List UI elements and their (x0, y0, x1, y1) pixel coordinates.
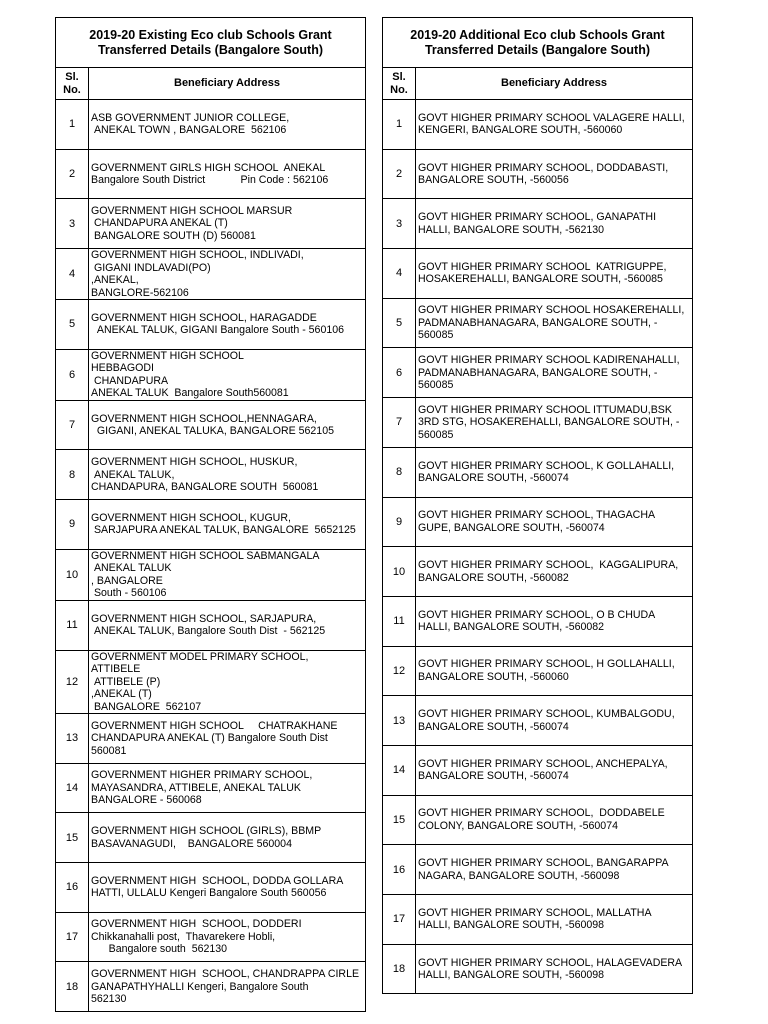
beneficiary-address-cell: GOVERNMENT MODEL PRIMARY SCHOOL, ATTIBELE ATTIBELE (P) ,ANEKAL (T) BANGALORE 562107 (89, 650, 366, 714)
beneficiary-address-cell: GOVT HIGHER PRIMARY SCHOOL, MALLATHA HALLI, BANGALORE SOUTH, -560098 (416, 895, 693, 945)
table-row (56, 962, 366, 1012)
beneficiary-address-cell: GOVERNMENT HIGH SCHOOL,HENNAGARA, GIGANI, ANEKAL TALUKA, BANGALORE 562105 (89, 400, 366, 450)
existing-schools-body (56, 18, 366, 1012)
table-row (56, 249, 366, 300)
table-row (56, 863, 366, 913)
beneficiary-address-cell: GOVT HIGHER PRIMARY SCHOOL, ANCHEPALYA, BANGALORE SOUTH, -560074 (416, 745, 693, 795)
serial-number-cell: 15 (383, 795, 416, 845)
table-row (383, 845, 693, 895)
beneficiary-address-cell: GOVERNMENT HIGH SCHOOL, CHANDRAPPA CIRLE GANAPATHYHALLI Kengeri, Bangalore South 562130 (89, 962, 366, 1012)
beneficiary-address-cell: GOVERNMENT HIGH SCHOOL (GIRLS), BBMP BASAVANAGUDI, BANGALORE 560004 (89, 813, 366, 863)
serial-number-cell: 8 (383, 447, 416, 497)
serial-number-header: Sl. No. (383, 68, 416, 100)
beneficiary-address-cell: GOVT HIGHER PRIMARY SCHOOL HOSAKEREHALLI, PADMANABHANAGARA, BANGALORE SOUTH, - 560085 (416, 298, 693, 348)
serial-number-cell: 6 (383, 348, 416, 398)
table-row (383, 596, 693, 646)
serial-number-cell: 14 (383, 745, 416, 795)
additional-schools-table (382, 17, 693, 994)
beneficiary-address-header: Beneficiary Address (89, 68, 366, 100)
table-row (56, 500, 366, 550)
additional-schools-body (383, 18, 693, 994)
table-row (383, 547, 693, 597)
beneficiary-address-cell: GOVT HIGHER PRIMARY SCHOOL, O B CHUDA HALLI, BANGALORE SOUTH, -560082 (416, 596, 693, 646)
beneficiary-address-cell: GOVT HIGHER PRIMARY SCHOOL, DODDABASTI, BANGALORE SOUTH, -560056 (416, 149, 693, 199)
serial-number-cell: 9 (56, 500, 89, 550)
serial-number-cell: 1 (56, 100, 89, 150)
beneficiary-address-cell: GOVERNMENT HIGH SCHOOL, DODDA GOLLARA HATTI, ULLALU Kengeri Bangalore South 560056 (89, 863, 366, 913)
table-row (56, 600, 366, 650)
table-row (56, 650, 366, 714)
serial-number-cell: 2 (56, 149, 89, 199)
serial-number-cell: 7 (383, 398, 416, 448)
table-row (383, 696, 693, 746)
table-row (56, 149, 366, 199)
table-row (383, 298, 693, 348)
serial-number-cell: 12 (383, 646, 416, 696)
serial-number-cell: 7 (56, 400, 89, 450)
table-row (383, 100, 693, 150)
beneficiary-address-cell: GOVERNMENT HIGH SCHOOL, KUGUR, SARJAPURA ANEKAL TALUK, BANGALORE 5652125 (89, 500, 366, 550)
table-row (56, 400, 366, 450)
beneficiary-address-cell: GOVERNMENT HIGH SCHOOL, HARAGADDE ANEKAL TALUK, GIGANI Bangalore South - 560106 (89, 300, 366, 350)
serial-number-cell: 2 (383, 149, 416, 199)
table-row (56, 813, 366, 863)
existing-schools-table (55, 17, 366, 1012)
beneficiary-address-cell: GOVERNMENT HIGH SCHOOL CHATRAKHANE CHANDAPURA ANEKAL (T) Bangalore South Dist 560081 (89, 714, 366, 764)
table-row (56, 199, 366, 249)
serial-number-cell: 11 (383, 596, 416, 646)
table-row (383, 895, 693, 945)
beneficiary-address-cell: GOVT HIGHER PRIMARY SCHOOL, BANGARAPPA NAGARA, BANGALORE SOUTH, -560098 (416, 845, 693, 895)
beneficiary-address-cell: GOVT HIGHER PRIMARY SCHOOL ITTUMADU,BSK 3RD STG, HOSAKEREHALLI, BANGALORE SOUTH, - 560085 (416, 398, 693, 448)
serial-number-cell: 13 (56, 714, 89, 764)
serial-number-cell: 17 (383, 895, 416, 945)
table-row (383, 646, 693, 696)
table-row (56, 763, 366, 813)
beneficiary-address-cell: ASB GOVERNMENT JUNIOR COLLEGE, ANEKAL TOWN , BANGALORE 562106 (89, 100, 366, 150)
serial-number-cell: 5 (56, 300, 89, 350)
serial-number-cell: 18 (56, 962, 89, 1012)
serial-number-cell: 9 (383, 497, 416, 547)
serial-number-cell: 4 (383, 249, 416, 299)
serial-number-cell: 3 (56, 199, 89, 249)
table-title: 2019-20 Existing Eco club Schools Grant Transferred Details (Bangalore South) (56, 18, 366, 68)
table-row (383, 348, 693, 398)
table-row (56, 450, 366, 500)
serial-number-cell: 5 (383, 298, 416, 348)
table-row (383, 199, 693, 249)
serial-number-cell: 12 (56, 650, 89, 714)
serial-number-cell: 15 (56, 813, 89, 863)
serial-number-cell: 16 (56, 863, 89, 913)
beneficiary-address-cell: GOVT HIGHER PRIMARY SCHOOL KATRIGUPPE, HOSAKEREHALLI, BANGALORE SOUTH, -560085 (416, 249, 693, 299)
beneficiary-address-cell: GOVERNMENT HIGH SCHOOL, DODDERI Chikkanahalli post, Thavarekere Hobli, Bangalore south 562130 (89, 912, 366, 962)
serial-number-header: Sl. No. (56, 68, 89, 100)
table-row (56, 300, 366, 350)
beneficiary-address-cell: GOVT HIGHER PRIMARY SCHOOL VALAGERE HALLI, KENGERI, BANGALORE SOUTH, -560060 (416, 100, 693, 150)
table-row (56, 549, 366, 600)
serial-number-cell: 8 (56, 450, 89, 500)
beneficiary-address-cell: GOVERNMENT HIGH SCHOOL SABMANGALA ANEKAL TALUK , BANGALORE South - 560106 (89, 549, 366, 600)
table-row (383, 795, 693, 845)
beneficiary-address-cell: GOVT HIGHER PRIMARY SCHOOL, KUMBALGODU, BANGALORE SOUTH, -560074 (416, 696, 693, 746)
beneficiary-address-header: Beneficiary Address (416, 68, 693, 100)
beneficiary-address-cell: GOVERNMENT HIGH SCHOOL, INDLIVADI, GIGANI INDLAVADI(PO) ,ANEKAL, BANGLORE-562106 (89, 249, 366, 300)
beneficiary-address-cell: GOVERNMENT GIRLS HIGH SCHOOL ANEKAL Bangalore South District Pin Code : 562106 (89, 149, 366, 199)
beneficiary-address-cell: GOVT HIGHER PRIMARY SCHOOL, K GOLLAHALLI, BANGALORE SOUTH, -560074 (416, 447, 693, 497)
beneficiary-address-cell: GOVT HIGHER PRIMARY SCHOOL KADIRENAHALLI, PADMANABHANAGARA, BANGALORE SOUTH, - 560085 (416, 348, 693, 398)
serial-number-cell: 11 (56, 600, 89, 650)
beneficiary-address-cell: GOVERNMENT HIGH SCHOOL MARSUR CHANDAPURA ANEKAL (T) BANGALORE SOUTH (D) 560081 (89, 199, 366, 249)
table-row (383, 249, 693, 299)
serial-number-cell: 6 (56, 349, 89, 400)
table-row (383, 447, 693, 497)
table-row (383, 497, 693, 547)
beneficiary-address-cell: GOVT HIGHER PRIMARY SCHOOL, H GOLLAHALLI, BANGALORE SOUTH, -560060 (416, 646, 693, 696)
beneficiary-address-cell: GOVERNMENT HIGHER PRIMARY SCHOOL, MAYASANDRA, ATTIBELE, ANEKAL TALUK BANGALORE - 560068 (89, 763, 366, 813)
beneficiary-address-cell: GOVT HIGHER PRIMARY SCHOOL, THAGACHA GUPE, BANGALORE SOUTH, -560074 (416, 497, 693, 547)
beneficiary-address-cell: GOVERNMENT HIGH SCHOOL, SARJAPURA, ANEKAL TALUK, Bangalore South Dist - 562125 (89, 600, 366, 650)
table-row (383, 398, 693, 448)
serial-number-cell: 17 (56, 912, 89, 962)
beneficiary-address-cell: GOVT HIGHER PRIMARY SCHOOL, KAGGALIPURA, BANGALORE SOUTH, -560082 (416, 547, 693, 597)
serial-number-cell: 3 (383, 199, 416, 249)
serial-number-cell: 4 (56, 249, 89, 300)
serial-number-cell: 13 (383, 696, 416, 746)
beneficiary-address-cell: GOVT HIGHER PRIMARY SCHOOL, HALAGEVADERA HALLI, BANGALORE SOUTH, -560098 (416, 944, 693, 994)
beneficiary-address-cell: GOVERNMENT HIGH SCHOOL, HUSKUR, ANEKAL TALUK, CHANDAPURA, BANGALORE SOUTH 560081 (89, 450, 366, 500)
serial-number-cell: 18 (383, 944, 416, 994)
table-row (383, 149, 693, 199)
serial-number-cell: 10 (56, 549, 89, 600)
table-row (56, 100, 366, 150)
serial-number-cell: 1 (383, 100, 416, 150)
serial-number-cell: 10 (383, 547, 416, 597)
serial-number-cell: 14 (56, 763, 89, 813)
table-row (56, 714, 366, 764)
table-row (383, 745, 693, 795)
table-row (56, 349, 366, 400)
table-title: 2019-20 Additional Eco club Schools Grant Transferred Details (Bangalore South) (383, 18, 693, 68)
beneficiary-address-cell: GOVERNMENT HIGH SCHOOL HEBBAGODI CHANDAPURA ANEKAL TALUK Bangalore South560081 (89, 349, 366, 400)
table-row (56, 912, 366, 962)
table-row (383, 944, 693, 994)
beneficiary-address-cell: GOVT HIGHER PRIMARY SCHOOL, GANAPATHI HALLI, BANGALORE SOUTH, -562130 (416, 199, 693, 249)
serial-number-cell: 16 (383, 845, 416, 895)
beneficiary-address-cell: GOVT HIGHER PRIMARY SCHOOL, DODDABELE COLONY, BANGALORE SOUTH, -560074 (416, 795, 693, 845)
